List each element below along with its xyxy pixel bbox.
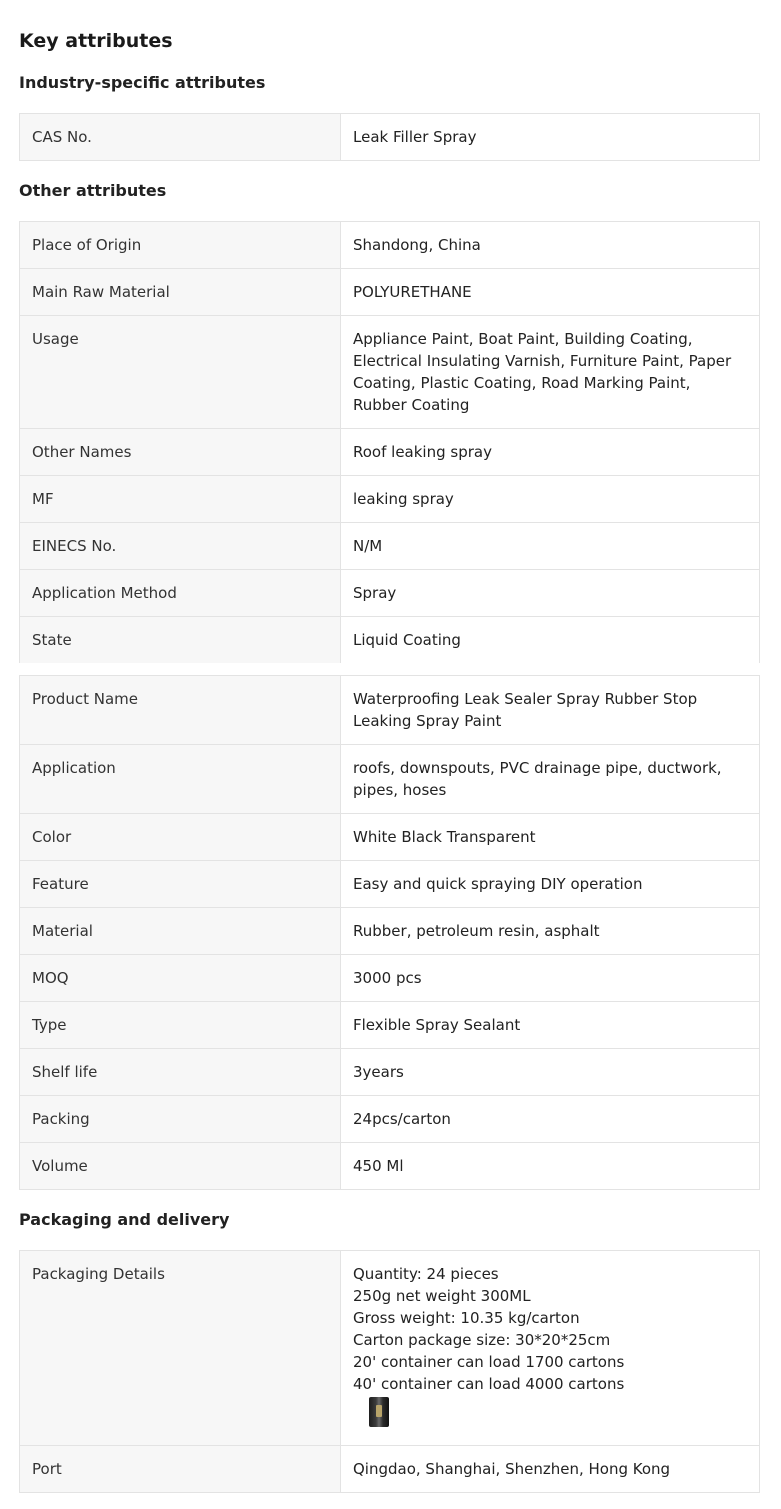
packaging-heading: Packaging and delivery (19, 1210, 230, 1229)
attribute-label: Application Method (20, 570, 341, 617)
table-row (20, 429, 760, 476)
attribute-value: Flexible Spray Sealant (341, 1002, 760, 1049)
attribute-label: Volume (20, 1143, 341, 1190)
attribute-value: N/M (341, 523, 760, 570)
table-row (20, 1049, 760, 1096)
table-row (20, 476, 760, 523)
packaging-table (19, 1250, 760, 1493)
packaging-line: 250g net weight 300ML (353, 1287, 531, 1305)
attribute-value: 450 Ml (341, 1143, 760, 1190)
table-row (20, 617, 760, 664)
attribute-label: Packing (20, 1096, 341, 1143)
attribute-value: POLYURETHANE (341, 269, 760, 316)
packaging-details-value (341, 1251, 760, 1446)
attribute-label: EINECS No. (20, 523, 341, 570)
industry-attributes-heading: Industry-specific attributes (19, 73, 266, 92)
attribute-label: CAS No. (20, 114, 341, 161)
attribute-label: Usage (20, 316, 341, 429)
attribute-value: White Black Transparent (341, 814, 760, 861)
table-row (20, 745, 760, 814)
table-row (20, 908, 760, 955)
packaging-line: Carton package size: 30*20*25cm (353, 1331, 611, 1349)
packaging-line: Quantity: 24 pieces (353, 1265, 499, 1283)
attribute-label: Type (20, 1002, 341, 1049)
attribute-value: Qingdao, Shanghai, Shenzhen, Hong Kong (341, 1446, 760, 1493)
table-row (20, 316, 760, 429)
attribute-value: leaking spray (341, 476, 760, 523)
attribute-value: Appliance Paint, Boat Paint, Building Coating, Electrical Insulating Varnish, Furniture Paint, Paper Coating, Plastic Coating, Road Marking Paint, Rubber Coating (341, 316, 760, 429)
table-row (20, 114, 760, 161)
table-row (20, 814, 760, 861)
table-row (20, 1143, 760, 1190)
packaging-line: Gross weight: 10.35 kg/carton (353, 1309, 580, 1327)
attribute-label: Color (20, 814, 341, 861)
attribute-value: Easy and quick spraying DIY operation (341, 861, 760, 908)
other-attributes-table-continued (19, 675, 760, 1190)
attribute-value: 3000 pcs (341, 955, 760, 1002)
other-attributes-table (19, 221, 760, 663)
attribute-label: Shelf life (20, 1049, 341, 1096)
packaging-line: 40' container can load 4000 cartons (353, 1375, 625, 1393)
product-thumbnail-image[interactable] (369, 1397, 389, 1427)
attribute-label: Product Name (20, 676, 341, 745)
attribute-label: Port (20, 1446, 341, 1493)
packaging-line: 20' container can load 1700 cartons (353, 1353, 625, 1371)
attribute-label: MOQ (20, 955, 341, 1002)
table-row (20, 861, 760, 908)
attribute-label: Packaging Details (20, 1251, 341, 1446)
table-row (20, 523, 760, 570)
attribute-label: Main Raw Material (20, 269, 341, 316)
industry-attributes-table (19, 113, 760, 161)
attribute-value: Spray (341, 570, 760, 617)
page-title: Key attributes (19, 30, 173, 52)
table-row (20, 1251, 760, 1446)
attribute-value: 3years (341, 1049, 760, 1096)
attribute-value: Rubber, petroleum resin, asphalt (341, 908, 760, 955)
table-row (20, 570, 760, 617)
attribute-value: Leak Filler Spray (341, 114, 760, 161)
table-row (20, 1096, 760, 1143)
table-row (20, 1446, 760, 1493)
table-row (20, 269, 760, 316)
table-row (20, 676, 760, 745)
attribute-label: Place of Origin (20, 222, 341, 269)
attribute-value: 24pcs/carton (341, 1096, 760, 1143)
attribute-label: Other Names (20, 429, 341, 476)
table-row (20, 1002, 760, 1049)
other-attributes-heading: Other attributes (19, 181, 167, 200)
attribute-label: Application (20, 745, 341, 814)
attribute-value: Waterproofing Leak Sealer Spray Rubber Stop Leaking Spray Paint (341, 676, 760, 745)
table-row (20, 955, 760, 1002)
attribute-value: Shandong, China (341, 222, 760, 269)
attribute-label: Feature (20, 861, 341, 908)
attribute-label: State (20, 617, 341, 664)
attribute-value: Liquid Coating (341, 617, 760, 664)
attribute-label: Material (20, 908, 341, 955)
attribute-value: roofs, downspouts, PVC drainage pipe, ductwork, pipes, hoses (341, 745, 760, 814)
attribute-label: MF (20, 476, 341, 523)
table-row (20, 222, 760, 269)
attribute-value: Roof leaking spray (341, 429, 760, 476)
